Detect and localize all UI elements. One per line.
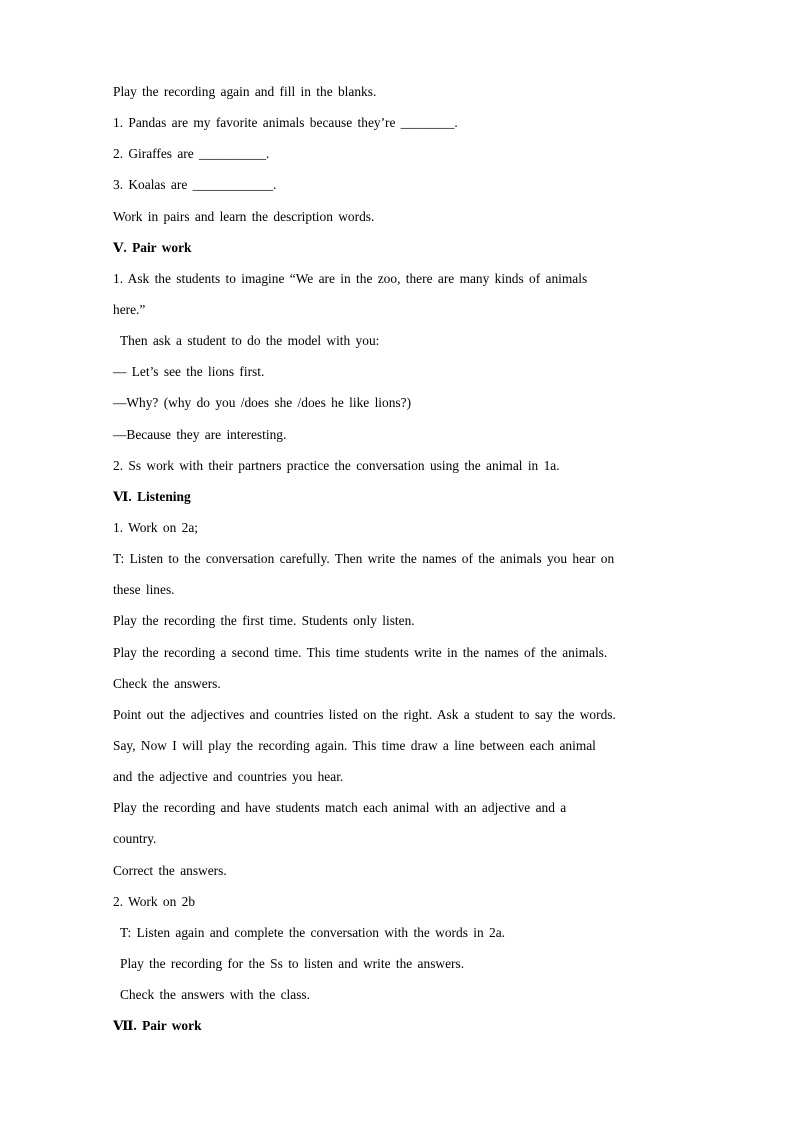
text-line: here.”	[113, 301, 146, 317]
text-line: Check the answers.	[113, 675, 221, 691]
text-line: 1. Work on 2a;	[113, 519, 199, 535]
section-heading: Ⅶ. Pair work	[113, 1018, 202, 1034]
text-line: Play the recording again and fill in the blanks.	[113, 84, 377, 99]
text-line: —Because they are interesting.	[113, 426, 287, 442]
text-line: — Let’s see the lions first.	[113, 364, 265, 380]
document-body	[113, 80, 693, 1045]
text-line: —Why? (why do you /does she /does he like lions?)	[113, 395, 412, 411]
text-line: Check the answers with the class.	[120, 987, 310, 1003]
text-line: 1. Ask the students to imagine “We are in the zoo, there are many kinds of animals	[113, 270, 588, 286]
text-line: Point out the adjectives and countries listed on the right. Ask a student to say the words.	[113, 706, 616, 722]
text-line: Correct the answers.	[113, 862, 227, 878]
section-heading: Ⅵ. Listening	[113, 488, 191, 504]
text-line: Work in pairs and learn the description words.	[113, 208, 375, 224]
text-line: 3. Koalas are ____________.	[113, 177, 277, 193]
text-line: Play the recording the first time. Students only listen.	[113, 613, 415, 629]
text-line: country.	[113, 831, 157, 847]
text-line: 2. Work on 2b	[113, 893, 196, 909]
text-line: Then ask a student to do the model with you:	[120, 333, 380, 349]
text-line: Play the recording a second time. This time students write in the names of the animals.	[113, 644, 608, 660]
text-line: these lines.	[113, 582, 175, 598]
text-line: 2. Ss work with their partners practice the conversation using the animal in 1a.	[113, 457, 560, 473]
text-line: Say, Now I will play the recording again. This time draw a line between each animal	[113, 737, 596, 753]
text-line: 1. Pandas are my favorite animals because they’re ________.	[113, 115, 458, 131]
text-line: and the adjective and countries you hear.	[113, 769, 344, 785]
text-line: 2. Giraffes are __________.	[113, 146, 270, 162]
text-line: T: Listen to the conversation carefully. Then write the names of the animals you hear on	[113, 551, 615, 567]
text-line: Play the recording and have students match each animal with an adjective and a	[113, 800, 567, 816]
text-line: Play the recording for the Ss to listen and write the answers.	[120, 955, 465, 971]
text-line: T: Listen again and complete the conversation with the words in 2a.	[120, 924, 506, 940]
section-heading: Ⅴ. Pair work	[113, 239, 192, 255]
